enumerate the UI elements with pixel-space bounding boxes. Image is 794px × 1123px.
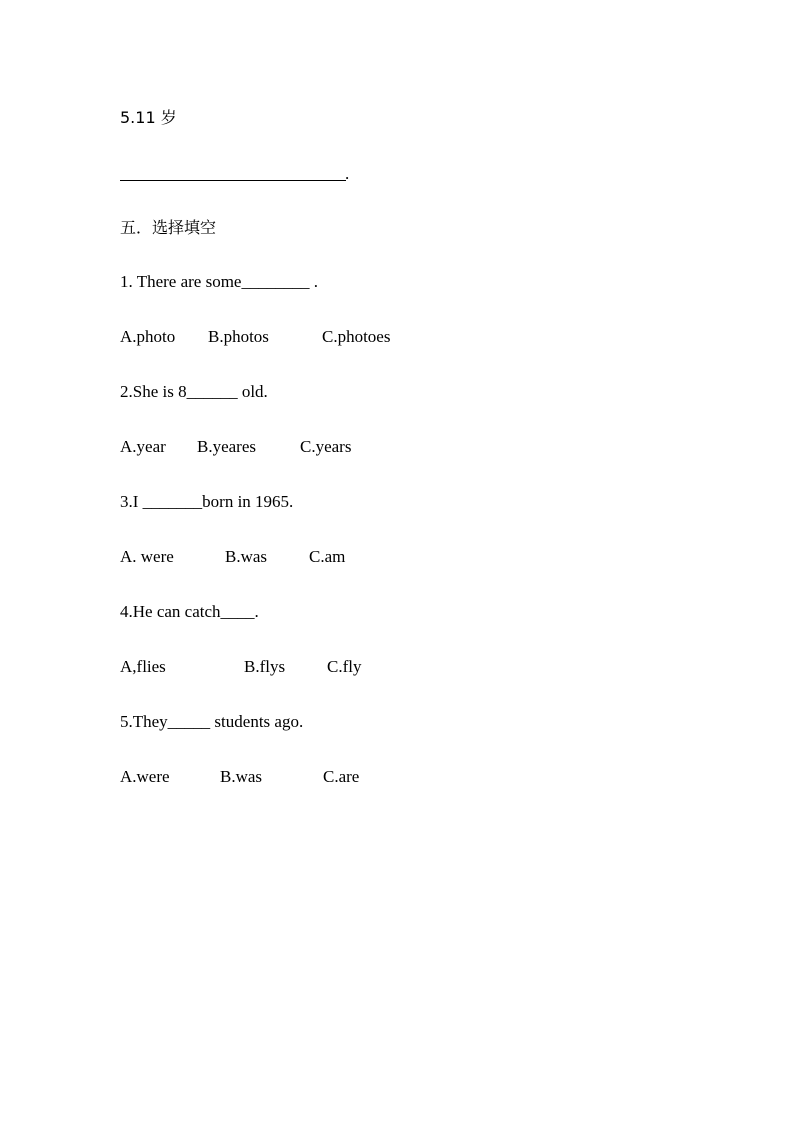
question-2-option-b: B.yeares — [197, 437, 257, 456]
question-1-stem: 1. There are some________ . — [120, 272, 318, 291]
question-5-stem: 5.They_____ students ago. — [120, 712, 304, 731]
question-4-option-b: B.flys — [244, 657, 286, 676]
question-2-stem: 2.She is 8______ old. — [120, 382, 268, 401]
question-3-stem: 3.I _______born in 1965. — [120, 492, 294, 511]
answer-blank-period: . — [345, 164, 350, 183]
question-1-option-b: B.photos — [208, 327, 269, 346]
prev-item-5: 5.11 岁 — [120, 108, 177, 127]
question-3-option-b: B.was — [225, 547, 268, 566]
answer-blank-line — [120, 180, 346, 181]
question-4-stem: 4.He can catch____. — [120, 602, 259, 621]
question-4-option-a: A,flies — [120, 657, 166, 676]
question-1-option-a: A.photo — [120, 327, 176, 346]
question-5-option-b: B.was — [220, 767, 263, 786]
question-2-option-c: C.years — [300, 437, 352, 456]
question-5-option-c: C.are — [323, 767, 360, 786]
question-3-option-a: A. were — [120, 547, 174, 566]
question-1-option-c: C.photoes — [322, 327, 391, 346]
question-2-option-a: A.year — [120, 437, 166, 456]
question-3-option-c: C.am — [309, 547, 346, 566]
question-4-option-c: C.fly — [327, 657, 362, 676]
section-title: 五．选择填空 — [120, 218, 217, 237]
question-5-option-a: A.were — [120, 767, 170, 786]
